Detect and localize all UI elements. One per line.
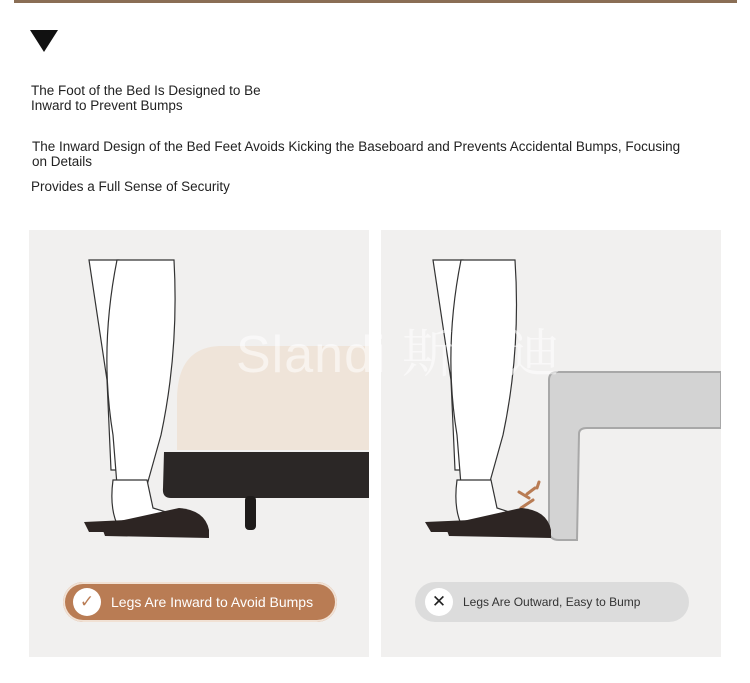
inward-legs-label: Legs Are Inward to Avoid Bumps <box>111 594 314 610</box>
bed-base-shape <box>163 452 369 498</box>
front-leg-shape <box>451 260 517 485</box>
outward-legs-illustration <box>381 230 721 657</box>
check-icon: ✓ <box>73 588 101 616</box>
top-image-strip <box>14 0 737 3</box>
inward-legs-illustration <box>29 230 369 657</box>
outward-legs-badge <box>415 582 689 622</box>
section-description: The Inward Design of the Bed Feet Avoids Kicking the Baseboard and Prevents Accidental Bumps, Focusing on Details <box>32 139 681 169</box>
bed-leg-shape <box>245 496 256 530</box>
section-tagline: Provides a Full Sense of Security <box>31 179 230 194</box>
brand-watermark: Slandi 斯澜迪 <box>236 326 561 384</box>
impact-icon <box>519 482 539 508</box>
inward-legs-badge <box>63 582 337 622</box>
front-leg-shape <box>107 260 175 485</box>
outward-bed-shape <box>549 372 721 540</box>
section-heading: The Foot of the Bed Is Designed to Be Inward to Prevent Bumps <box>31 83 261 113</box>
down-triangle-icon <box>30 30 58 52</box>
cross-icon: ✕ <box>425 588 453 616</box>
mattress-shape <box>177 346 369 450</box>
outward-legs-label: Legs Are Outward, Easy to Bump <box>463 595 641 609</box>
